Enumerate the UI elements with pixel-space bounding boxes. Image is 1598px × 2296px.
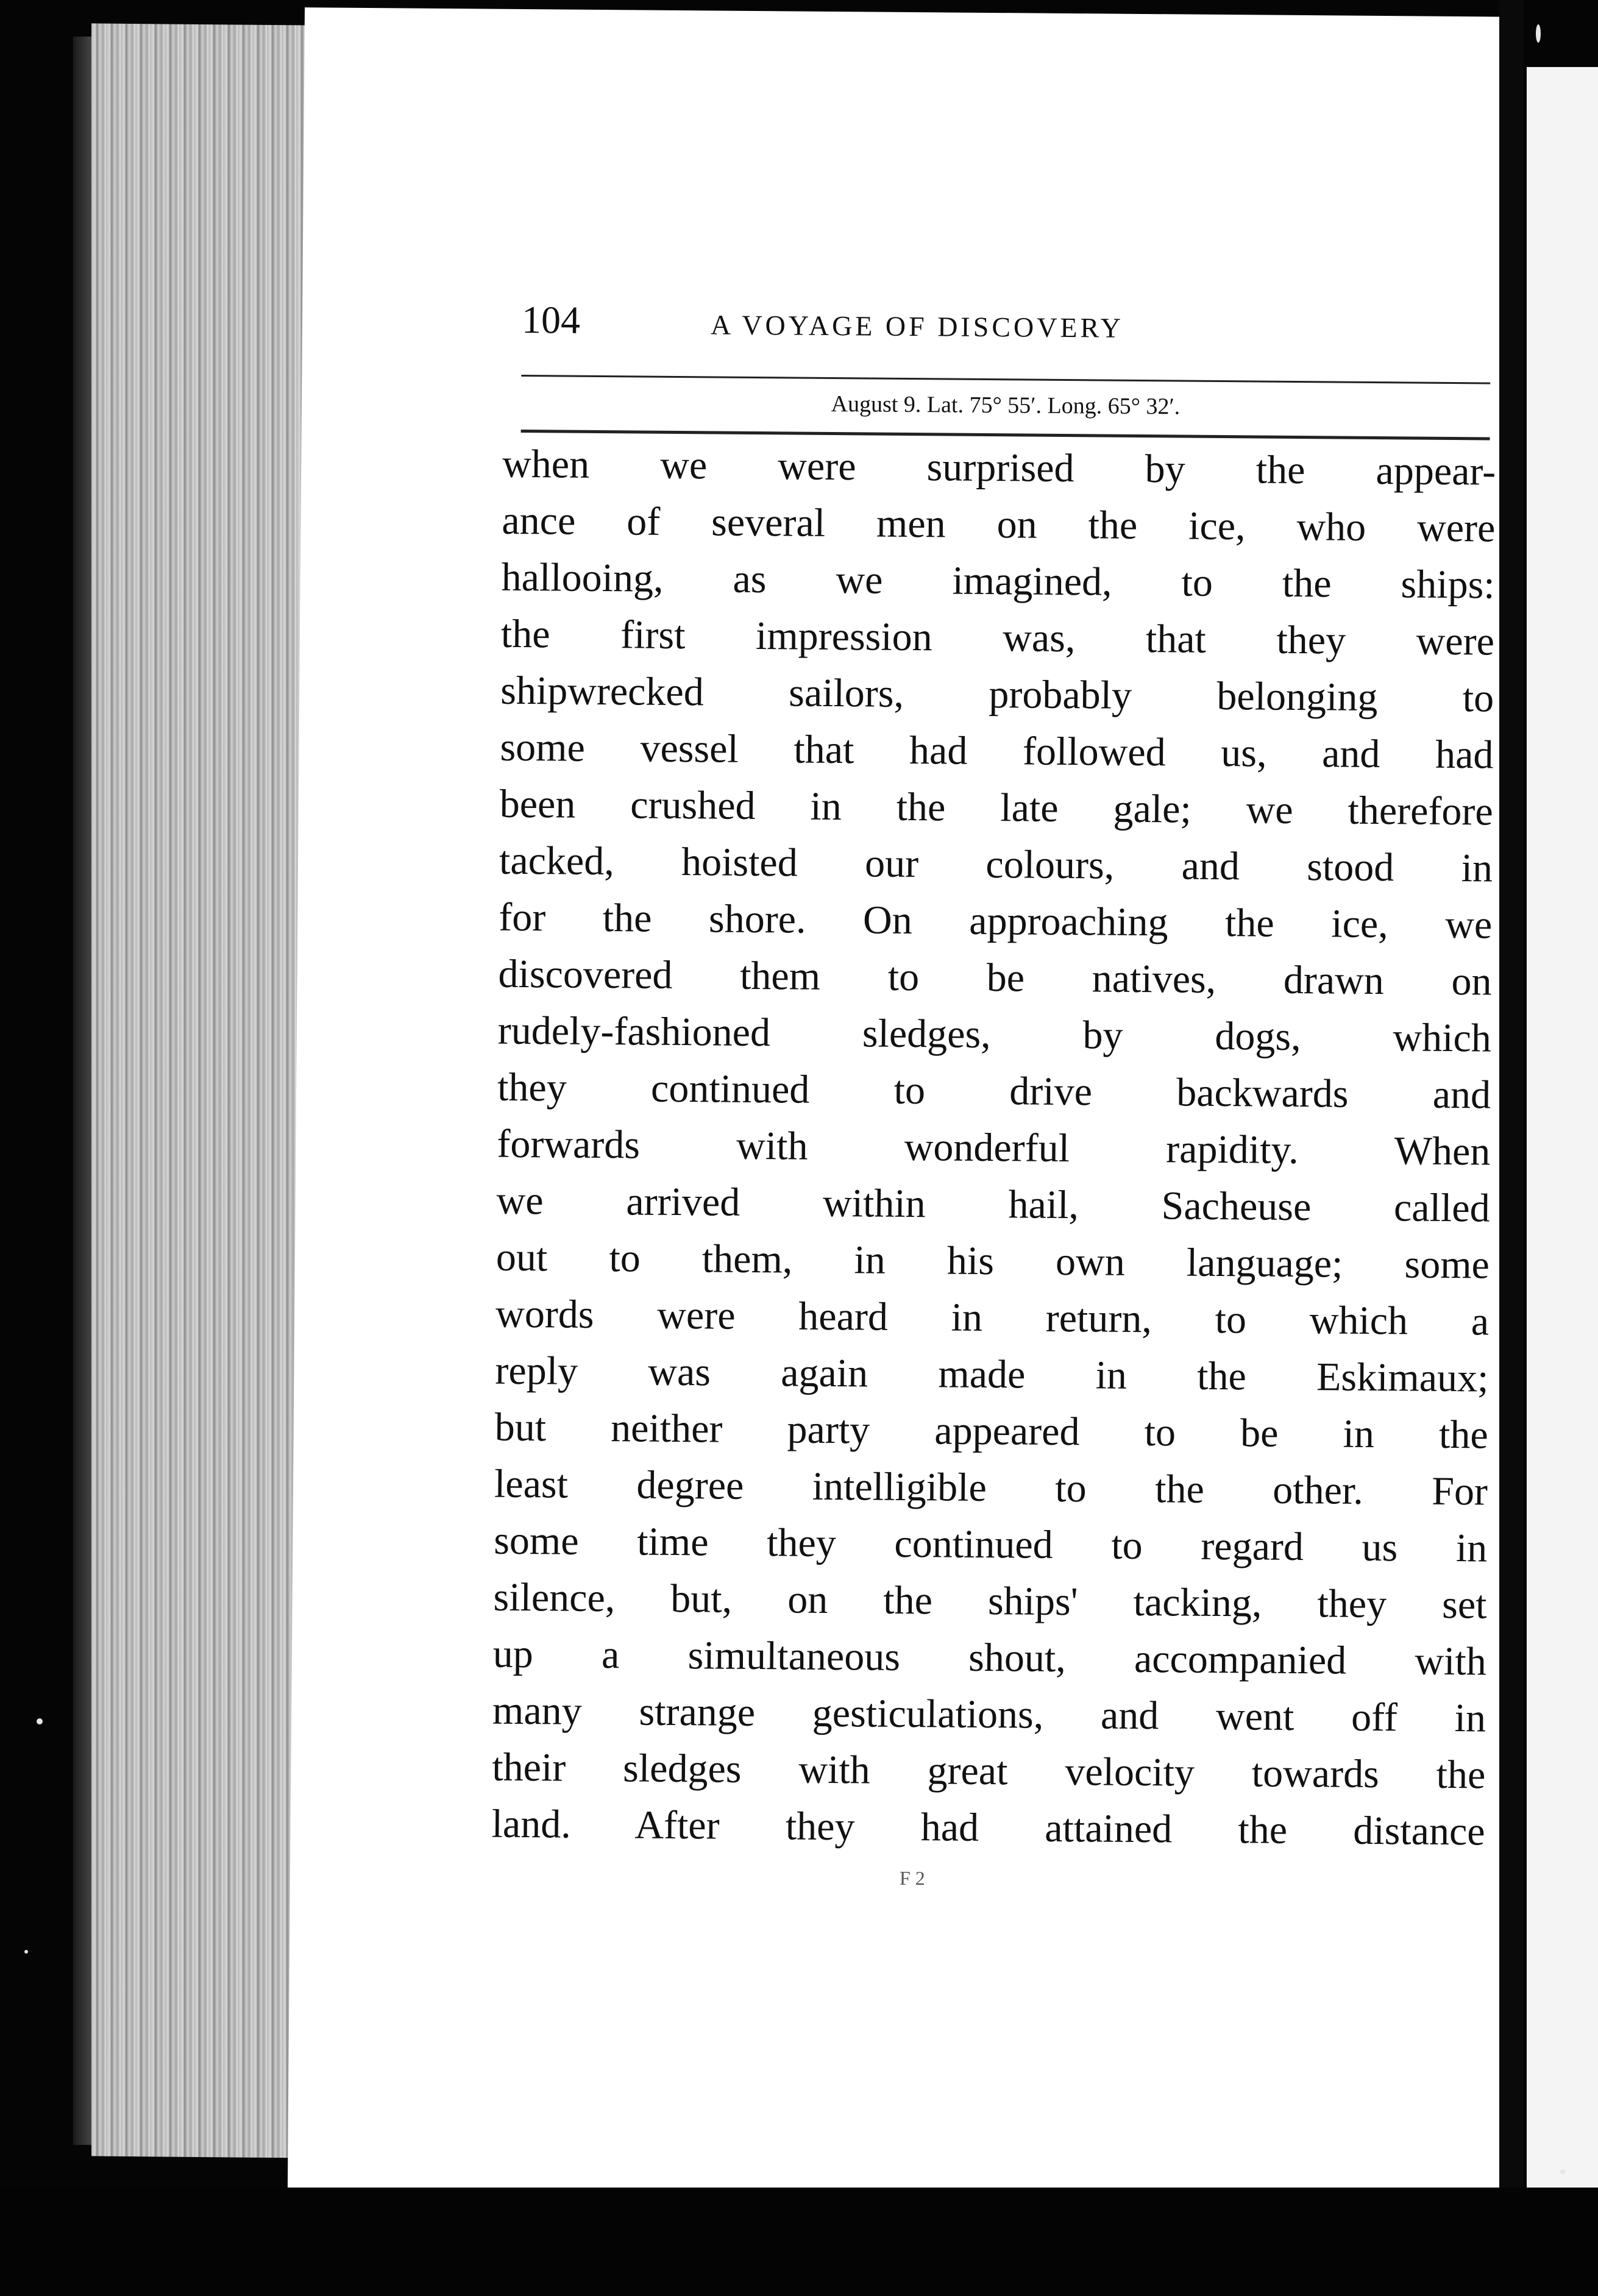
text-line: silence, but, on the ships' tacking, they set xyxy=(493,1575,1487,1628)
text-line: forwards with wonderful rapidity. When xyxy=(497,1121,1491,1174)
gutter-shadow xyxy=(1499,0,1524,2194)
running-head xyxy=(522,296,1491,358)
dust-speck xyxy=(24,1950,28,1954)
text-line: up a simultaneous shout, accompanied with xyxy=(492,1631,1487,1684)
text-line: the first impression was, that they were xyxy=(500,611,1495,664)
text-line: rudely-fashioned sledges, by dogs, which xyxy=(497,1008,1492,1061)
running-title: A VOYAGE OF DISCOVERY xyxy=(710,309,1124,344)
text-line: their sledges with great velocity towards the xyxy=(492,1745,1486,1798)
text-line: many strange gesticulations, and went off in xyxy=(492,1688,1486,1741)
text-line: we arrived within hail, Sacheuse called xyxy=(496,1178,1490,1231)
signature-mark: F 2 xyxy=(899,1866,925,1890)
book-page xyxy=(288,7,1524,2199)
text-line: hallooing, as we imagined, to the ships: xyxy=(501,555,1495,608)
text-line: shipwrecked sailors, probably belonging to xyxy=(500,668,1494,721)
text-line: out to them, in his own language; some xyxy=(495,1235,1490,1288)
page-number: 104 xyxy=(521,297,581,342)
text-line: reply was again made in the Eskimaux; xyxy=(495,1348,1489,1401)
text-line: but neither party appeared to be in the xyxy=(494,1405,1488,1458)
text-line: some vessel that had followed us, and had xyxy=(500,725,1494,778)
text-line: least degree intelligible to the other. For xyxy=(494,1461,1488,1514)
text-line: they continued to drive backwards and xyxy=(497,1065,1491,1118)
text-line: some time they continued to regard us in xyxy=(493,1518,1488,1571)
facing-page-sliver xyxy=(1527,67,1598,2188)
book-page-stack-edges xyxy=(91,23,311,2158)
text-line: ance of several men on the ice, who were xyxy=(502,498,1496,551)
body-text xyxy=(491,436,1496,1860)
scan-bottom-shadow xyxy=(0,2188,1598,2296)
text-line: tacked, hoisted our colours, and stood in xyxy=(499,838,1493,891)
text-line: been crushed in the late gale; we therefore xyxy=(499,781,1494,834)
text-line: discovered them to be natives, drawn on xyxy=(498,951,1492,1004)
dateline: August 9. Lat. 75° 55′. Long. 65° 32′. xyxy=(831,391,1181,420)
text-line: words were heard in return, to which a xyxy=(495,1291,1490,1344)
text-line: for the shore. On approaching the ice, we xyxy=(499,895,1493,948)
text-line: land. After they had attained the distance xyxy=(491,1801,1485,1854)
dust-speck xyxy=(37,1718,43,1724)
dust-speck xyxy=(1536,24,1541,43)
text-line: when we were surprised by the appear- xyxy=(502,441,1496,494)
dust-speck xyxy=(1560,2169,1565,2174)
